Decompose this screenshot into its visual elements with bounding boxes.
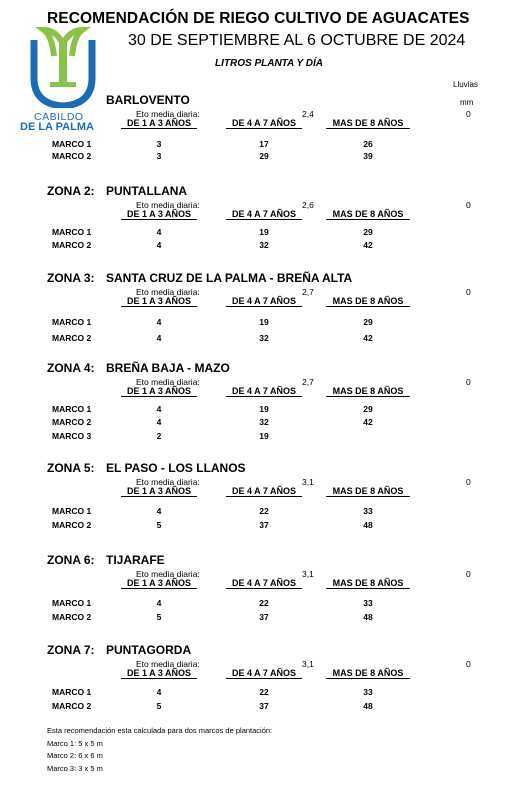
value-4-7-years: 37	[259, 701, 269, 711]
table-row	[0, 598, 513, 610]
row-label: MARCO 1	[52, 506, 92, 516]
value-1-3-years: 5	[156, 701, 162, 711]
col-header-8-plus-years: MAS DE 8 AÑOS	[326, 386, 410, 397]
value-8-plus-years: 48	[363, 520, 373, 530]
row-label: MARCO 1	[52, 404, 92, 414]
zone-number: ZONA 5:	[47, 461, 95, 475]
row-label: MARCO 1	[52, 598, 92, 608]
col-header-8-plus-years: MAS DE 8 AÑOS	[326, 668, 410, 679]
eto-label: Eto media diaria:	[136, 109, 200, 119]
units-subtitle: LITROS PLANTA Y DÍA	[215, 58, 323, 69]
value-8-plus-years: 48	[363, 701, 373, 711]
eto-value: 3,1	[302, 569, 314, 579]
col-header-4-7-years: DE 4 A 7 AÑOS	[226, 296, 302, 307]
value-8-plus-years: 42	[363, 240, 373, 250]
value-4-7-years: 19	[259, 227, 269, 237]
document-title: RECOMENDACIÓN DE RIEGO CULTIVO DE AGUACATES	[47, 10, 470, 27]
table-row	[0, 227, 513, 239]
value-1-3-years: 3	[156, 139, 162, 149]
col-header-8-plus-years: MAS DE 8 AÑOS	[326, 486, 410, 497]
notes-section	[47, 725, 272, 775]
value-8-plus-years: 48	[363, 612, 373, 622]
row-label: MARCO 1	[52, 139, 92, 149]
value-1-3-years: 4	[156, 333, 162, 343]
rain-column-label: Lluvias	[453, 80, 478, 89]
note-line: Esta recomendación esta calculada para dos marcos de plantación:	[47, 726, 273, 735]
logo-text-de-la-palma: DE LA PALMA	[20, 121, 94, 133]
rain-value: 0	[466, 659, 471, 669]
rain-value: 0	[466, 377, 471, 387]
table-row	[0, 317, 513, 329]
eto-value: 3,1	[302, 477, 314, 487]
note-line: Marco 3: 3 x 5 m	[47, 763, 103, 773]
row-label: MARCO 2	[52, 520, 92, 530]
col-header-8-plus-years: MAS DE 8 AÑOS	[326, 578, 410, 589]
value-8-plus-years: 29	[363, 404, 373, 414]
zone-number: ZONA 7:	[47, 643, 95, 657]
rain-column-unit: mm	[460, 98, 474, 107]
row-label: MARCO 1	[52, 317, 92, 327]
note-line: Marco 2: 6 x 6 m	[47, 751, 103, 760]
eto-value: 2,4	[302, 109, 314, 119]
eto-value: 2,6	[302, 200, 314, 210]
value-8-plus-years: 42	[363, 333, 373, 343]
eto-value: 3,1	[302, 659, 314, 669]
table-row	[0, 506, 513, 518]
value-4-7-years: 22	[259, 506, 269, 516]
col-header-4-7-years: DE 4 A 7 AÑOS	[226, 118, 302, 129]
row-label: MARCO 1	[52, 227, 92, 237]
row-label: MARCO 2	[52, 417, 92, 427]
table-row	[0, 701, 513, 713]
zone-name: EL PASO - LOS LLANOS	[106, 461, 246, 475]
col-header-8-plus-years: MAS DE 8 AÑOS	[326, 209, 410, 220]
value-4-7-years: 19	[259, 431, 269, 441]
col-header-1-3-years: DE 1 A 3 AÑOS	[121, 118, 197, 129]
value-1-3-years: 4	[156, 404, 162, 414]
zone-number: ZONA 3:	[47, 271, 95, 285]
value-4-7-years: 32	[259, 417, 269, 427]
col-header-1-3-years: DE 1 A 3 AÑOS	[121, 578, 197, 589]
col-header-8-plus-years: MAS DE 8 AÑOS	[326, 118, 410, 129]
table-row	[0, 431, 513, 443]
rain-value: 0	[466, 477, 471, 487]
zone-name: PUNTALLANA	[106, 184, 188, 198]
value-8-plus-years: 26	[363, 139, 373, 149]
value-8-plus-years: 33	[363, 687, 373, 697]
value-4-7-years: 32	[259, 240, 269, 250]
table-row	[0, 520, 513, 532]
eto-value: 2,7	[302, 287, 314, 297]
col-header-4-7-years: DE 4 A 7 AÑOS	[226, 486, 302, 497]
row-label: MARCO 2	[52, 612, 92, 622]
value-4-7-years: 37	[259, 520, 269, 530]
value-4-7-years: 22	[259, 598, 269, 608]
table-row	[0, 687, 513, 699]
value-1-3-years: 4	[156, 317, 162, 327]
logo-text-cabildo: CABILDO	[34, 111, 84, 123]
table-row	[0, 240, 513, 252]
eto-label: Eto media diaria:	[136, 659, 200, 669]
date-range: 30 DE SEPTIEMBRE AL 6 OCTUBRE DE 2024	[128, 32, 466, 49]
zone-number: ZONA 4:	[47, 361, 95, 375]
row-label: MARCO 1	[52, 687, 92, 697]
zone-name: BREÑA BAJA - MAZO	[106, 361, 230, 375]
eto-label: Eto media diaria:	[136, 200, 200, 210]
value-4-7-years: 37	[259, 612, 269, 622]
value-8-plus-years: 39	[363, 151, 373, 161]
col-header-8-plus-years: MAS DE 8 AÑOS	[326, 296, 410, 307]
value-8-plus-years: 29	[363, 317, 373, 327]
row-label: MARCO 2	[52, 333, 92, 343]
value-1-3-years: 5	[156, 612, 162, 622]
col-header-4-7-years: DE 4 A 7 AÑOS	[226, 386, 302, 397]
table-row	[0, 417, 513, 429]
col-header-1-3-years: DE 1 A 3 AÑOS	[121, 296, 197, 307]
col-header-1-3-years: DE 1 A 3 AÑOS	[121, 209, 197, 220]
zone-name: TIJARAFE	[106, 553, 165, 567]
table-row	[0, 404, 513, 416]
value-8-plus-years: 29	[363, 227, 373, 237]
rain-value: 0	[466, 200, 471, 210]
value-4-7-years: 32	[259, 333, 269, 343]
value-1-3-years: 4	[156, 417, 162, 427]
zone-name: SANTA CRUZ DE LA PALMA - BREÑA ALTA	[106, 271, 353, 285]
table-row	[0, 139, 513, 151]
zone-number: ZONA 6:	[47, 553, 95, 567]
value-8-plus-years: 42	[363, 417, 373, 427]
eto-label: Eto media diaria:	[136, 477, 200, 487]
col-header-4-7-years: DE 4 A 7 AÑOS	[226, 668, 302, 679]
col-header-1-3-years: DE 1 A 3 AÑOS	[121, 486, 197, 497]
row-label: MARCO 2	[52, 240, 92, 250]
cabildo-logo-icon	[28, 26, 98, 108]
table-row	[0, 333, 513, 345]
col-header-4-7-years: DE 4 A 7 AÑOS	[226, 209, 302, 220]
rain-value: 0	[466, 287, 471, 297]
row-label: MARCO 3	[52, 431, 92, 441]
value-4-7-years: 19	[259, 404, 269, 414]
table-row	[0, 151, 513, 163]
row-label: MARCO 2	[52, 151, 92, 161]
value-4-7-years: 19	[259, 317, 269, 327]
eto-label: Eto media diaria:	[136, 287, 200, 297]
zone-number: ZONA 2:	[47, 184, 95, 198]
value-4-7-years: 29	[259, 151, 269, 161]
table-row	[0, 612, 513, 624]
value-8-plus-years: 33	[363, 598, 373, 608]
value-1-3-years: 5	[156, 520, 162, 530]
eto-label: Eto media diaria:	[136, 569, 200, 579]
eto-value: 2,7	[302, 377, 314, 387]
zone-name: BARLOVENTO	[106, 93, 190, 107]
value-1-3-years: 4	[156, 240, 162, 250]
value-1-3-years: 4	[156, 227, 162, 237]
rain-value: 0	[466, 109, 471, 119]
value-4-7-years: 17	[259, 139, 269, 149]
value-1-3-years: 2	[156, 431, 162, 441]
zone-name: PUNTAGORDA	[106, 643, 192, 657]
value-4-7-years: 22	[259, 687, 269, 697]
value-1-3-years: 4	[156, 687, 162, 697]
value-1-3-years: 4	[156, 598, 162, 608]
eto-label: Eto media diaria:	[136, 377, 200, 387]
col-header-1-3-years: DE 1 A 3 AÑOS	[121, 386, 197, 397]
col-header-1-3-years: DE 1 A 3 AÑOS	[121, 668, 197, 679]
note-line: Marco 1: 5 x 5 m	[47, 738, 103, 748]
rain-value: 0	[466, 569, 471, 579]
value-1-3-years: 4	[156, 506, 162, 516]
value-8-plus-years: 33	[363, 506, 373, 516]
col-header-4-7-years: DE 4 A 7 AÑOS	[226, 578, 302, 589]
value-1-3-years: 3	[156, 151, 162, 161]
row-label: MARCO 2	[52, 701, 92, 711]
